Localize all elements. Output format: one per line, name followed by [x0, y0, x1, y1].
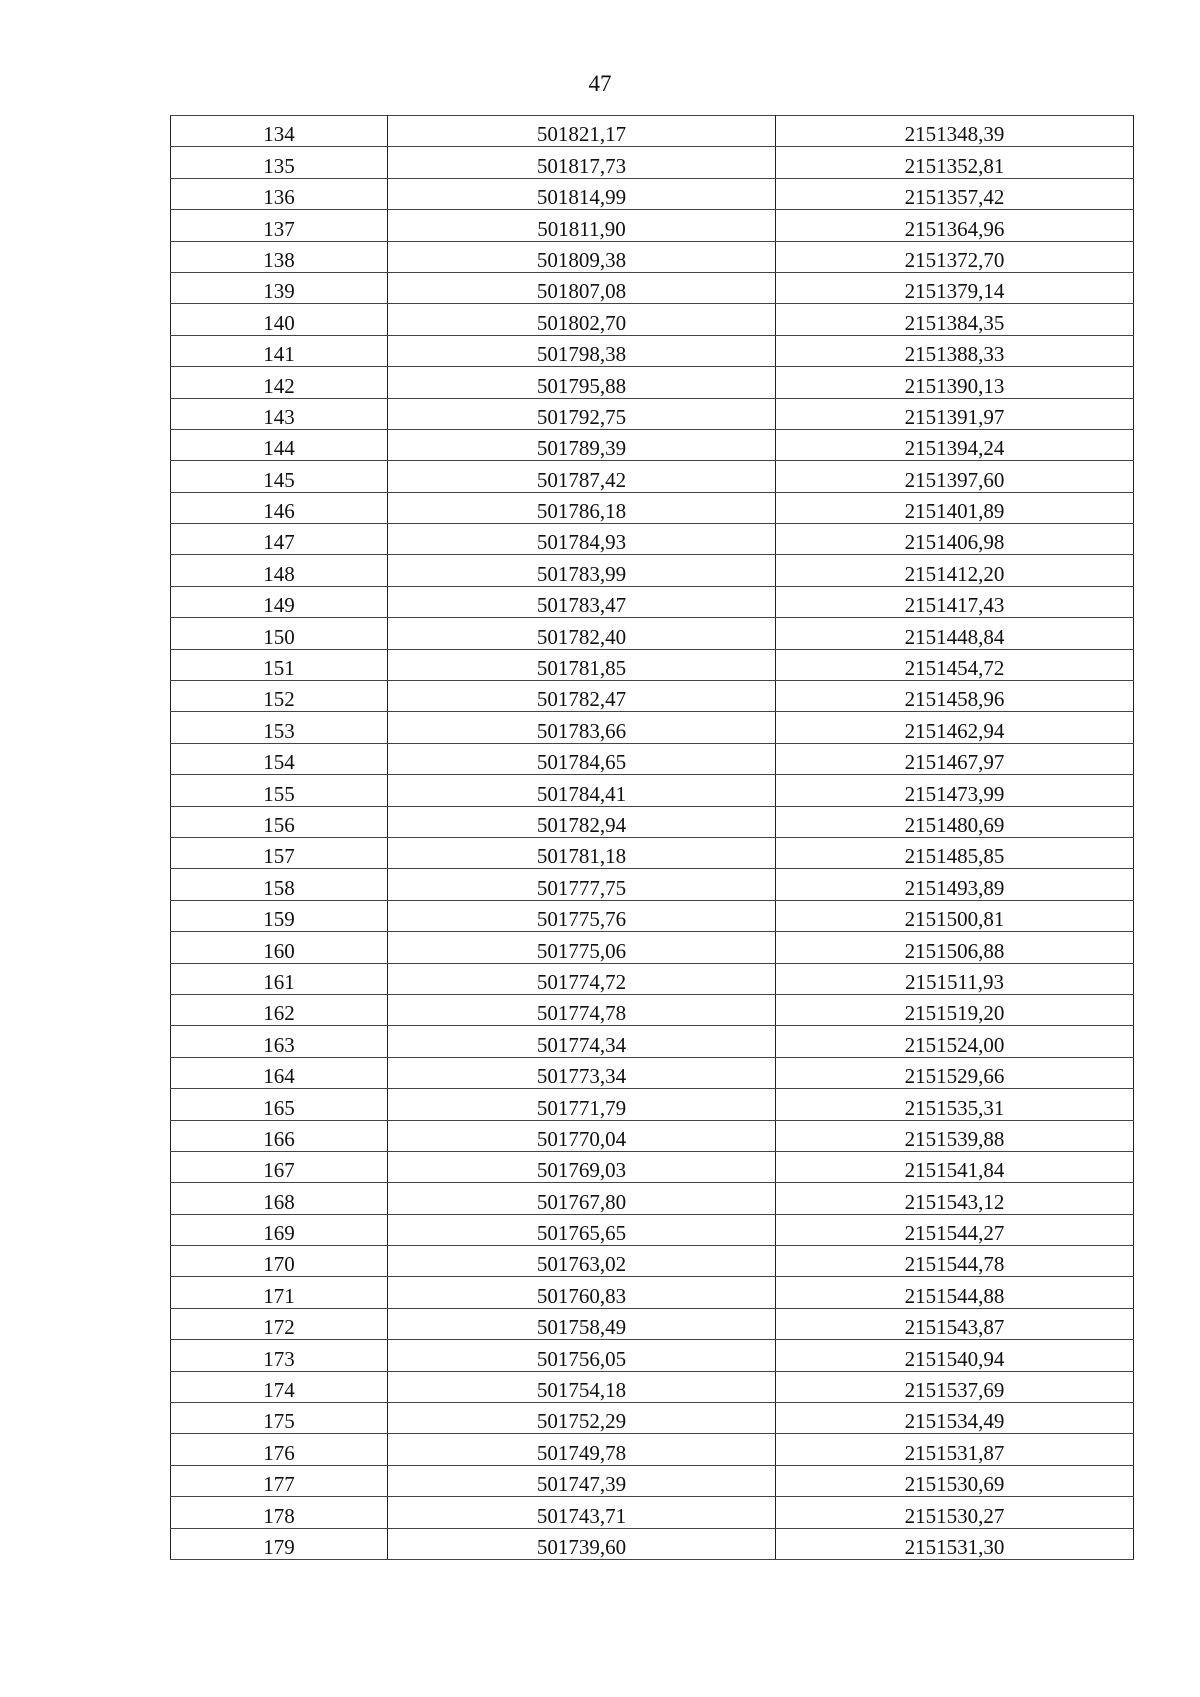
- point-number-cell: 142: [171, 367, 388, 398]
- point-number-cell: 157: [171, 837, 388, 868]
- table-row: [171, 210, 1134, 241]
- x-coordinate-cell: 501792,75: [388, 398, 776, 429]
- table-row: [171, 1246, 1134, 1277]
- x-coordinate-cell: 501773,34: [388, 1057, 776, 1088]
- x-coordinate-cell: 501765,65: [388, 1214, 776, 1245]
- y-coordinate-cell: 2151535,31: [776, 1089, 1134, 1120]
- point-number-cell: 146: [171, 492, 388, 523]
- point-number-cell: 151: [171, 649, 388, 680]
- y-coordinate-cell: 2151530,27: [776, 1497, 1134, 1528]
- x-coordinate-cell: 501817,73: [388, 147, 776, 178]
- y-coordinate-cell: 2151473,99: [776, 775, 1134, 806]
- x-coordinate-cell: 501781,18: [388, 837, 776, 868]
- table-row: [171, 743, 1134, 774]
- x-coordinate-cell: 501802,70: [388, 304, 776, 335]
- table-row: [171, 1026, 1134, 1057]
- y-coordinate-cell: 2151388,33: [776, 335, 1134, 366]
- x-coordinate-cell: 501784,41: [388, 775, 776, 806]
- point-number-cell: 164: [171, 1057, 388, 1088]
- x-coordinate-cell: 501775,06: [388, 932, 776, 963]
- point-number-cell: 169: [171, 1214, 388, 1245]
- x-coordinate-cell: 501770,04: [388, 1120, 776, 1151]
- table-row: [171, 147, 1134, 178]
- point-number-cell: 139: [171, 272, 388, 303]
- table-row: [171, 304, 1134, 335]
- x-coordinate-cell: 501743,71: [388, 1497, 776, 1528]
- table-row: [171, 963, 1134, 994]
- y-coordinate-cell: 2151406,98: [776, 524, 1134, 555]
- x-coordinate-cell: 501789,39: [388, 429, 776, 460]
- point-number-cell: 152: [171, 681, 388, 712]
- x-coordinate-cell: 501771,79: [388, 1089, 776, 1120]
- x-coordinate-cell: 501775,76: [388, 900, 776, 931]
- table-row: [171, 586, 1134, 617]
- y-coordinate-cell: 2151458,96: [776, 681, 1134, 712]
- y-coordinate-cell: 2151539,88: [776, 1120, 1134, 1151]
- y-coordinate-cell: 2151352,81: [776, 147, 1134, 178]
- point-number-cell: 138: [171, 241, 388, 272]
- table-row: [171, 178, 1134, 209]
- y-coordinate-cell: 2151511,93: [776, 963, 1134, 994]
- x-coordinate-cell: 501749,78: [388, 1434, 776, 1465]
- point-number-cell: 165: [171, 1089, 388, 1120]
- y-coordinate-cell: 2151357,42: [776, 178, 1134, 209]
- y-coordinate-cell: 2151391,97: [776, 398, 1134, 429]
- table-row: [171, 272, 1134, 303]
- table-row: [171, 649, 1134, 680]
- table-row: [171, 618, 1134, 649]
- point-number-cell: 136: [171, 178, 388, 209]
- point-number-cell: 145: [171, 461, 388, 492]
- point-number-cell: 134: [171, 116, 388, 147]
- point-number-cell: 160: [171, 932, 388, 963]
- point-number-cell: 148: [171, 555, 388, 586]
- table-row: [171, 116, 1134, 147]
- y-coordinate-cell: 2151544,27: [776, 1214, 1134, 1245]
- point-number-cell: 174: [171, 1371, 388, 1402]
- table-row: [171, 241, 1134, 272]
- table-row: [171, 1528, 1134, 1559]
- table-row: [171, 1120, 1134, 1151]
- table-row: [171, 1308, 1134, 1339]
- y-coordinate-cell: 2151543,12: [776, 1183, 1134, 1214]
- point-number-cell: 167: [171, 1151, 388, 1182]
- x-coordinate-cell: 501756,05: [388, 1340, 776, 1371]
- x-coordinate-cell: 501760,83: [388, 1277, 776, 1308]
- y-coordinate-cell: 2151397,60: [776, 461, 1134, 492]
- x-coordinate-cell: 501784,93: [388, 524, 776, 555]
- x-coordinate-cell: 501783,99: [388, 555, 776, 586]
- point-number-cell: 163: [171, 1026, 388, 1057]
- x-coordinate-cell: 501769,03: [388, 1151, 776, 1182]
- point-number-cell: 159: [171, 900, 388, 931]
- y-coordinate-cell: 2151412,20: [776, 555, 1134, 586]
- x-coordinate-cell: 501795,88: [388, 367, 776, 398]
- point-number-cell: 141: [171, 335, 388, 366]
- table-row: [171, 1214, 1134, 1245]
- x-coordinate-cell: 501786,18: [388, 492, 776, 523]
- y-coordinate-cell: 2151500,81: [776, 900, 1134, 931]
- point-number-cell: 144: [171, 429, 388, 460]
- table-row: [171, 492, 1134, 523]
- table-row: [171, 869, 1134, 900]
- table-row: [171, 555, 1134, 586]
- x-coordinate-cell: 501821,17: [388, 116, 776, 147]
- y-coordinate-cell: 2151543,87: [776, 1308, 1134, 1339]
- point-number-cell: 156: [171, 806, 388, 837]
- y-coordinate-cell: 2151544,88: [776, 1277, 1134, 1308]
- x-coordinate-cell: 501783,47: [388, 586, 776, 617]
- table-row: [171, 1403, 1134, 1434]
- x-coordinate-cell: 501767,80: [388, 1183, 776, 1214]
- x-coordinate-cell: 501814,99: [388, 178, 776, 209]
- y-coordinate-cell: 2151394,24: [776, 429, 1134, 460]
- x-coordinate-cell: 501809,38: [388, 241, 776, 272]
- point-number-cell: 173: [171, 1340, 388, 1371]
- point-number-cell: 178: [171, 1497, 388, 1528]
- y-coordinate-cell: 2151485,85: [776, 837, 1134, 868]
- table-row: [171, 1057, 1134, 1088]
- point-number-cell: 155: [171, 775, 388, 806]
- y-coordinate-cell: 2151540,94: [776, 1340, 1134, 1371]
- x-coordinate-cell: 501787,42: [388, 461, 776, 492]
- table-row: [171, 837, 1134, 868]
- point-number-cell: 168: [171, 1183, 388, 1214]
- y-coordinate-cell: 2151467,97: [776, 743, 1134, 774]
- point-number-cell: 179: [171, 1528, 388, 1559]
- point-number-cell: 147: [171, 524, 388, 555]
- y-coordinate-cell: 2151364,96: [776, 210, 1134, 241]
- table-row: [171, 806, 1134, 837]
- x-coordinate-cell: 501752,29: [388, 1403, 776, 1434]
- y-coordinate-cell: 2151531,87: [776, 1434, 1134, 1465]
- point-number-cell: 143: [171, 398, 388, 429]
- y-coordinate-cell: 2151529,66: [776, 1057, 1134, 1088]
- x-coordinate-cell: 501784,65: [388, 743, 776, 774]
- y-coordinate-cell: 2151524,00: [776, 1026, 1134, 1057]
- point-number-cell: 171: [171, 1277, 388, 1308]
- x-coordinate-cell: 501774,34: [388, 1026, 776, 1057]
- y-coordinate-cell: 2151348,39: [776, 116, 1134, 147]
- table-row: [171, 932, 1134, 963]
- y-coordinate-cell: 2151454,72: [776, 649, 1134, 680]
- x-coordinate-cell: 501754,18: [388, 1371, 776, 1402]
- x-coordinate-cell: 501763,02: [388, 1246, 776, 1277]
- x-coordinate-cell: 501807,08: [388, 272, 776, 303]
- point-number-cell: 154: [171, 743, 388, 774]
- y-coordinate-cell: 2151534,49: [776, 1403, 1134, 1434]
- point-number-cell: 176: [171, 1434, 388, 1465]
- point-number-cell: 175: [171, 1403, 388, 1434]
- page-number: 47: [588, 71, 612, 96]
- x-coordinate-cell: 501811,90: [388, 210, 776, 241]
- x-coordinate-cell: 501739,60: [388, 1528, 776, 1559]
- y-coordinate-cell: 2151544,78: [776, 1246, 1134, 1277]
- table-row: [171, 461, 1134, 492]
- table-row: [171, 712, 1134, 743]
- y-coordinate-cell: 2151506,88: [776, 932, 1134, 963]
- table-row: [171, 524, 1134, 555]
- y-coordinate-cell: 2151390,13: [776, 367, 1134, 398]
- x-coordinate-cell: 501782,47: [388, 681, 776, 712]
- y-coordinate-cell: 2151519,20: [776, 994, 1134, 1025]
- table-row: [171, 1277, 1134, 1308]
- table-row: [171, 1183, 1134, 1214]
- point-number-cell: 172: [171, 1308, 388, 1339]
- table-row: [171, 367, 1134, 398]
- table-row: [171, 681, 1134, 712]
- table-row: [171, 1089, 1134, 1120]
- y-coordinate-cell: 2151401,89: [776, 492, 1134, 523]
- point-number-cell: 170: [171, 1246, 388, 1277]
- y-coordinate-cell: 2151372,70: [776, 241, 1134, 272]
- point-number-cell: 149: [171, 586, 388, 617]
- point-number-cell: 158: [171, 869, 388, 900]
- table-row: [171, 1465, 1134, 1496]
- table-row: [171, 1340, 1134, 1371]
- y-coordinate-cell: 2151541,84: [776, 1151, 1134, 1182]
- point-number-cell: 162: [171, 994, 388, 1025]
- y-coordinate-cell: 2151379,14: [776, 272, 1134, 303]
- x-coordinate-cell: 501782,40: [388, 618, 776, 649]
- point-number-cell: 140: [171, 304, 388, 335]
- y-coordinate-cell: 2151462,94: [776, 712, 1134, 743]
- point-number-cell: 137: [171, 210, 388, 241]
- point-number-cell: 135: [171, 147, 388, 178]
- table-row: [171, 335, 1134, 366]
- x-coordinate-cell: 501781,85: [388, 649, 776, 680]
- table-row: [171, 1371, 1134, 1402]
- y-coordinate-cell: 2151530,69: [776, 1465, 1134, 1496]
- table-row: [171, 775, 1134, 806]
- coordinates-table-body: [171, 116, 1134, 1560]
- coordinates-table: [170, 115, 1134, 1560]
- x-coordinate-cell: 501758,49: [388, 1308, 776, 1339]
- y-coordinate-cell: 2151417,43: [776, 586, 1134, 617]
- table-row: [171, 1151, 1134, 1182]
- x-coordinate-cell: 501782,94: [388, 806, 776, 837]
- point-number-cell: 153: [171, 712, 388, 743]
- table-row: [171, 900, 1134, 931]
- x-coordinate-cell: 501747,39: [388, 1465, 776, 1496]
- x-coordinate-cell: 501798,38: [388, 335, 776, 366]
- y-coordinate-cell: 2151493,89: [776, 869, 1134, 900]
- y-coordinate-cell: 2151537,69: [776, 1371, 1134, 1402]
- x-coordinate-cell: 501774,72: [388, 963, 776, 994]
- y-coordinate-cell: 2151448,84: [776, 618, 1134, 649]
- x-coordinate-cell: 501774,78: [388, 994, 776, 1025]
- y-coordinate-cell: 2151480,69: [776, 806, 1134, 837]
- table-row: [171, 429, 1134, 460]
- point-number-cell: 177: [171, 1465, 388, 1496]
- table-row: [171, 994, 1134, 1025]
- point-number-cell: 150: [171, 618, 388, 649]
- x-coordinate-cell: 501783,66: [388, 712, 776, 743]
- table-row: [171, 1434, 1134, 1465]
- y-coordinate-cell: 2151384,35: [776, 304, 1134, 335]
- point-number-cell: 166: [171, 1120, 388, 1151]
- table-row: [171, 1497, 1134, 1528]
- y-coordinate-cell: 2151531,30: [776, 1528, 1134, 1559]
- point-number-cell: 161: [171, 963, 388, 994]
- table-row: [171, 398, 1134, 429]
- x-coordinate-cell: 501777,75: [388, 869, 776, 900]
